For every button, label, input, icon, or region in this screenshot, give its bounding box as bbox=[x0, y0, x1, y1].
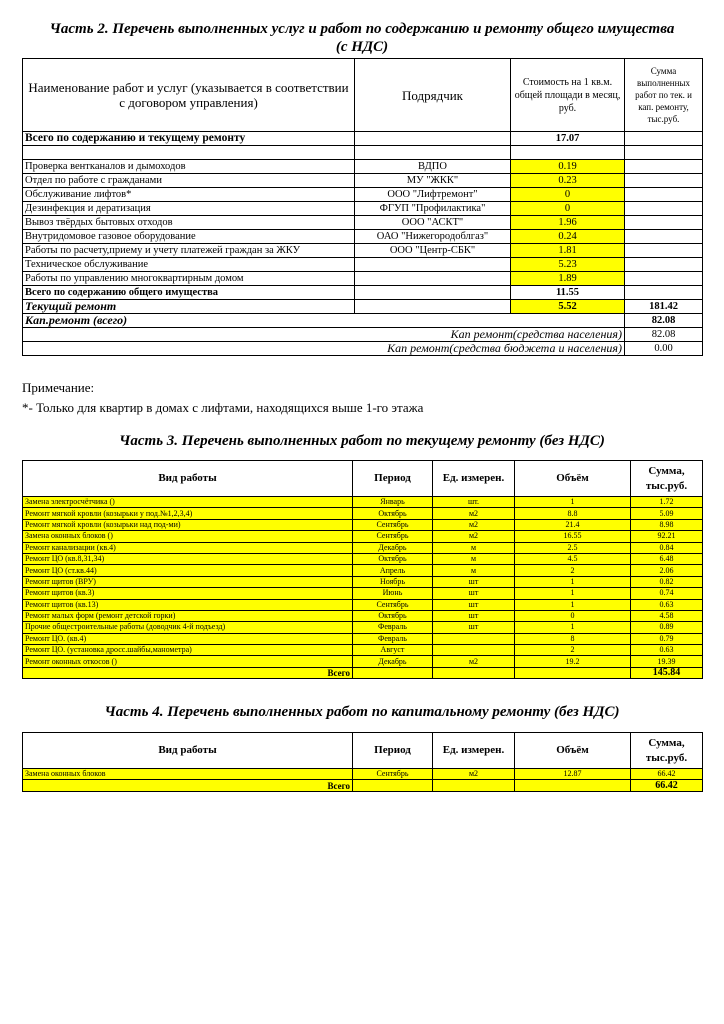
work-row bbox=[23, 656, 703, 667]
capital-budget-row bbox=[23, 342, 703, 356]
current-repair-name: Текущий ремонт bbox=[23, 300, 355, 314]
total-row-name: Всего по содержанию и текущему ремонту bbox=[23, 132, 355, 146]
work-row bbox=[23, 599, 703, 610]
work-unit: шт bbox=[433, 576, 515, 587]
part4-total-row bbox=[23, 780, 703, 791]
capital-repair-name: Кап.ремонт (всего) bbox=[23, 314, 355, 328]
work-name: Ремонт ЦО (кв.8,31,34) bbox=[23, 553, 353, 564]
work-unit: шт. bbox=[433, 497, 515, 508]
current-repair-row bbox=[23, 300, 703, 314]
service-sum bbox=[625, 202, 703, 216]
work-volume: 19.2 bbox=[515, 656, 631, 667]
work-sum: 0.84 bbox=[631, 542, 703, 553]
part3-col-unit: Ед. измерен. bbox=[433, 461, 515, 497]
part3-total-sum: 145.84 bbox=[631, 667, 703, 678]
maint-total-name: Всего по содержанию общего имущества bbox=[23, 286, 355, 300]
work-unit: м2 bbox=[433, 769, 515, 780]
part4-col-period: Период bbox=[353, 733, 433, 769]
current-repair-sum: 181.42 bbox=[625, 300, 703, 314]
work-unit bbox=[433, 633, 515, 644]
work-period: Октябрь bbox=[353, 610, 433, 621]
work-sum: 19.39 bbox=[631, 656, 703, 667]
work-sum: 4.58 bbox=[631, 610, 703, 621]
work-period: Февраль bbox=[353, 633, 433, 644]
work-row bbox=[23, 508, 703, 519]
service-name: Проверка вентканалов и дымоходов bbox=[23, 160, 355, 174]
work-name: Ремонт щитов (кв.13) bbox=[23, 599, 353, 610]
work-sum: 0.63 bbox=[631, 599, 703, 610]
part2-table bbox=[22, 58, 703, 356]
service-row bbox=[23, 258, 703, 272]
work-unit: шт bbox=[433, 610, 515, 621]
work-sum: 8.98 bbox=[631, 519, 703, 530]
capital-population-sum: 82.08 bbox=[625, 328, 703, 342]
service-sum bbox=[625, 230, 703, 244]
service-name: Отдел по работе с гражданами bbox=[23, 174, 355, 188]
work-unit: м2 bbox=[433, 656, 515, 667]
part4-col-work: Вид работы bbox=[23, 733, 353, 769]
work-name: Прочие общестроительные работы (доводчик 4-й подъезд) bbox=[23, 622, 353, 633]
service-sum bbox=[625, 258, 703, 272]
part4-title: Часть 4. Перечень выполненных работ по капитальному ремонту (без НДС) bbox=[104, 704, 620, 720]
work-row bbox=[23, 633, 703, 644]
work-row bbox=[23, 588, 703, 599]
service-name: Работы по управлению многоквартирным домом bbox=[23, 272, 355, 286]
work-unit: шт bbox=[433, 599, 515, 610]
work-sum: 0.89 bbox=[631, 622, 703, 633]
note-text: *- Только для квартир в домах с лифтами, находящихся выше 1-го этажа bbox=[22, 400, 424, 415]
service-contractor bbox=[355, 258, 511, 272]
spacer-row bbox=[23, 146, 703, 160]
work-volume: 1 bbox=[515, 588, 631, 599]
work-volume: 8 bbox=[515, 633, 631, 644]
part2-title-line2: (с НДС) bbox=[335, 39, 389, 55]
capital-population-name: Кап ремонт(средства населения) bbox=[23, 328, 625, 342]
service-cost: 0 bbox=[511, 188, 625, 202]
service-cost: 5.23 bbox=[511, 258, 625, 272]
part3-title: Часть 3. Перечень выполненных работ по текущему ремонту (без НДС) bbox=[119, 433, 605, 449]
service-cost: 0.19 bbox=[511, 160, 625, 174]
work-name: Ремонт мягкой кровли (козырьки над под-ми) bbox=[23, 519, 353, 530]
work-period: Октябрь bbox=[353, 553, 433, 564]
work-unit: м bbox=[433, 565, 515, 576]
work-unit bbox=[433, 645, 515, 656]
work-name: Ремонт ЦО (ст.кв.44) bbox=[23, 565, 353, 576]
service-row bbox=[23, 188, 703, 202]
work-name: Замена оконных блоков () bbox=[23, 531, 353, 542]
capital-repair-row bbox=[23, 314, 703, 328]
service-contractor: ООО "АСКТ" bbox=[355, 216, 511, 230]
work-name: Ремонт щитов (ВРУ) bbox=[23, 576, 353, 587]
col-name-header: Наименование работ и услуг (указывается в соответствии с договором управления) bbox=[23, 59, 355, 132]
service-contractor: ОАО "Нижегородоблгаз" bbox=[355, 230, 511, 244]
work-row bbox=[23, 576, 703, 587]
part3-table bbox=[22, 460, 703, 679]
work-name: Ремонт канализации (кв.4) bbox=[23, 542, 353, 553]
part4-col-sum: Сумма, тыс.руб. bbox=[631, 733, 703, 769]
work-sum: 6.48 bbox=[631, 553, 703, 564]
work-volume: 16.55 bbox=[515, 531, 631, 542]
work-name: Замена оконных блоков bbox=[23, 769, 353, 780]
service-sum bbox=[625, 244, 703, 258]
current-repair-cost: 5.52 bbox=[511, 300, 625, 314]
total-row bbox=[23, 132, 703, 146]
work-sum: 0.74 bbox=[631, 588, 703, 599]
work-period: Февраль bbox=[353, 622, 433, 633]
work-sum: 66.42 bbox=[631, 769, 703, 780]
work-period: Сентябрь bbox=[353, 519, 433, 530]
work-row bbox=[23, 531, 703, 542]
work-name: Ремонт оконных откосов () bbox=[23, 656, 353, 667]
work-volume: 1 bbox=[515, 576, 631, 587]
work-row bbox=[23, 519, 703, 530]
part4-header-row bbox=[23, 733, 703, 769]
work-volume: 21.4 bbox=[515, 519, 631, 530]
service-name: Обслуживание лифтов* bbox=[23, 188, 355, 202]
total-row-cost: 17.07 bbox=[511, 132, 625, 146]
work-unit: м2 bbox=[433, 519, 515, 530]
part4-col-unit: Ед. измерен. bbox=[433, 733, 515, 769]
service-sum bbox=[625, 272, 703, 286]
work-volume: 4.5 bbox=[515, 553, 631, 564]
work-sum: 0.79 bbox=[631, 633, 703, 644]
work-period: Июнь bbox=[353, 588, 433, 599]
part3-col-work: Вид работы bbox=[23, 461, 353, 497]
capital-budget-sum: 0.00 bbox=[625, 342, 703, 356]
work-period: Январь bbox=[353, 497, 433, 508]
work-unit: м bbox=[433, 542, 515, 553]
maint-total-row bbox=[23, 286, 703, 300]
service-name: Внутридомовое газовое оборудование bbox=[23, 230, 355, 244]
work-unit: м bbox=[433, 553, 515, 564]
work-row bbox=[23, 497, 703, 508]
work-unit: шт bbox=[433, 622, 515, 633]
work-volume: 12.87 bbox=[515, 769, 631, 780]
part2-title-line1: Часть 2. Перечень выполненных услуг и работ по содержанию и ремонту общего имущества bbox=[49, 21, 675, 37]
work-volume: 2 bbox=[515, 565, 631, 576]
work-name: Ремонт щитов (кв.3) bbox=[23, 588, 353, 599]
work-period: Август bbox=[353, 645, 433, 656]
work-volume: 2.5 bbox=[515, 542, 631, 553]
service-name: Вывоз твёрдых бытовых отходов bbox=[23, 216, 355, 230]
work-sum: 2.06 bbox=[631, 565, 703, 576]
work-sum: 92.21 bbox=[631, 531, 703, 542]
work-period: Ноябрь bbox=[353, 576, 433, 587]
service-sum bbox=[625, 174, 703, 188]
part3-col-period: Период bbox=[353, 461, 433, 497]
part3-total-label: Всего bbox=[23, 667, 353, 678]
capital-population-row bbox=[23, 328, 703, 342]
part3-col-sum: Сумма, тыс.руб. bbox=[631, 461, 703, 497]
service-cost: 0.23 bbox=[511, 174, 625, 188]
service-row bbox=[23, 174, 703, 188]
work-row bbox=[23, 565, 703, 576]
service-cost: 1.96 bbox=[511, 216, 625, 230]
work-unit: м2 bbox=[433, 508, 515, 519]
work-name: Ремонт ЦО. (установка дросс.шайбы,манометра) bbox=[23, 645, 353, 656]
part4-table bbox=[22, 732, 703, 792]
service-name: Работы по расчету,приему и учету платежей граждан за ЖКУ bbox=[23, 244, 355, 258]
part2-header-row bbox=[23, 59, 703, 132]
service-cost: 1.81 bbox=[511, 244, 625, 258]
service-contractor: ООО "Лифтремонт" bbox=[355, 188, 511, 202]
work-volume: 8.8 bbox=[515, 508, 631, 519]
work-row bbox=[23, 645, 703, 656]
service-cost: 1.89 bbox=[511, 272, 625, 286]
col-contractor-header: Подрядчик bbox=[355, 59, 511, 132]
work-unit: шт bbox=[433, 588, 515, 599]
part3-total-row bbox=[23, 667, 703, 678]
service-sum bbox=[625, 188, 703, 202]
service-sum bbox=[625, 160, 703, 174]
service-name: Дезинфекция и дератизация bbox=[23, 202, 355, 216]
note-label: Примечание: bbox=[22, 380, 95, 395]
work-period: Сентябрь bbox=[353, 769, 433, 780]
col-cost-header: Стоимость на 1 кв.м. общей площади в месяц, руб. bbox=[511, 59, 625, 132]
work-row bbox=[23, 622, 703, 633]
work-volume: 1 bbox=[515, 497, 631, 508]
service-contractor bbox=[355, 272, 511, 286]
service-row bbox=[23, 244, 703, 258]
work-name: Ремонт мягкой кровли (козырьки у под.№1,2,3,4) bbox=[23, 508, 353, 519]
work-name: Ремонт ЦО. (кв.4) bbox=[23, 633, 353, 644]
service-row bbox=[23, 202, 703, 216]
part2-title bbox=[22, 20, 702, 56]
service-row bbox=[23, 160, 703, 174]
work-sum: 0.63 bbox=[631, 645, 703, 656]
work-period: Декабрь bbox=[353, 542, 433, 553]
work-name: Ремонт малых форм (ремонт детской горки) bbox=[23, 610, 353, 621]
work-period: Апрель bbox=[353, 565, 433, 576]
service-sum bbox=[625, 216, 703, 230]
work-volume: 0 bbox=[515, 610, 631, 621]
work-name: Замена электросчётчика () bbox=[23, 497, 353, 508]
service-row bbox=[23, 272, 703, 286]
part3-col-volume: Объём bbox=[515, 461, 631, 497]
part4-total-sum: 66.42 bbox=[631, 780, 703, 791]
work-period: Декабрь bbox=[353, 656, 433, 667]
work-sum: 0.82 bbox=[631, 576, 703, 587]
service-contractor: ООО "Центр-СБК" bbox=[355, 244, 511, 258]
service-row bbox=[23, 230, 703, 244]
work-volume: 1 bbox=[515, 622, 631, 633]
work-volume: 2 bbox=[515, 645, 631, 656]
capital-repair-sum: 82.08 bbox=[625, 314, 703, 328]
work-sum: 5.09 bbox=[631, 508, 703, 519]
part3-header-row bbox=[23, 461, 703, 497]
work-row bbox=[23, 610, 703, 621]
work-row bbox=[23, 769, 703, 780]
service-contractor: МУ "ЖКК" bbox=[355, 174, 511, 188]
service-contractor: ФГУП "Профилактика" bbox=[355, 202, 511, 216]
service-cost: 0.24 bbox=[511, 230, 625, 244]
work-unit: м2 bbox=[433, 531, 515, 542]
capital-budget-name: Кап ремонт(средства бюджета и населения) bbox=[23, 342, 625, 356]
service-row bbox=[23, 216, 703, 230]
col-sum-header: Сумма выполненных работ по тек. и кап. ремонту, тыс.руб. bbox=[625, 59, 703, 132]
work-period: Октябрь bbox=[353, 508, 433, 519]
service-contractor: ВДПО bbox=[355, 160, 511, 174]
service-name: Техническое обслуживание bbox=[23, 258, 355, 272]
work-period: Сентябрь bbox=[353, 531, 433, 542]
work-volume: 1 bbox=[515, 599, 631, 610]
part4-total-label: Всего bbox=[23, 780, 353, 791]
work-sum: 1.72 bbox=[631, 497, 703, 508]
work-row bbox=[23, 553, 703, 564]
maint-total-cost: 11.55 bbox=[511, 286, 625, 300]
service-cost: 0 bbox=[511, 202, 625, 216]
work-period: Сентябрь bbox=[353, 599, 433, 610]
work-row bbox=[23, 542, 703, 553]
part4-col-volume: Объём bbox=[515, 733, 631, 769]
